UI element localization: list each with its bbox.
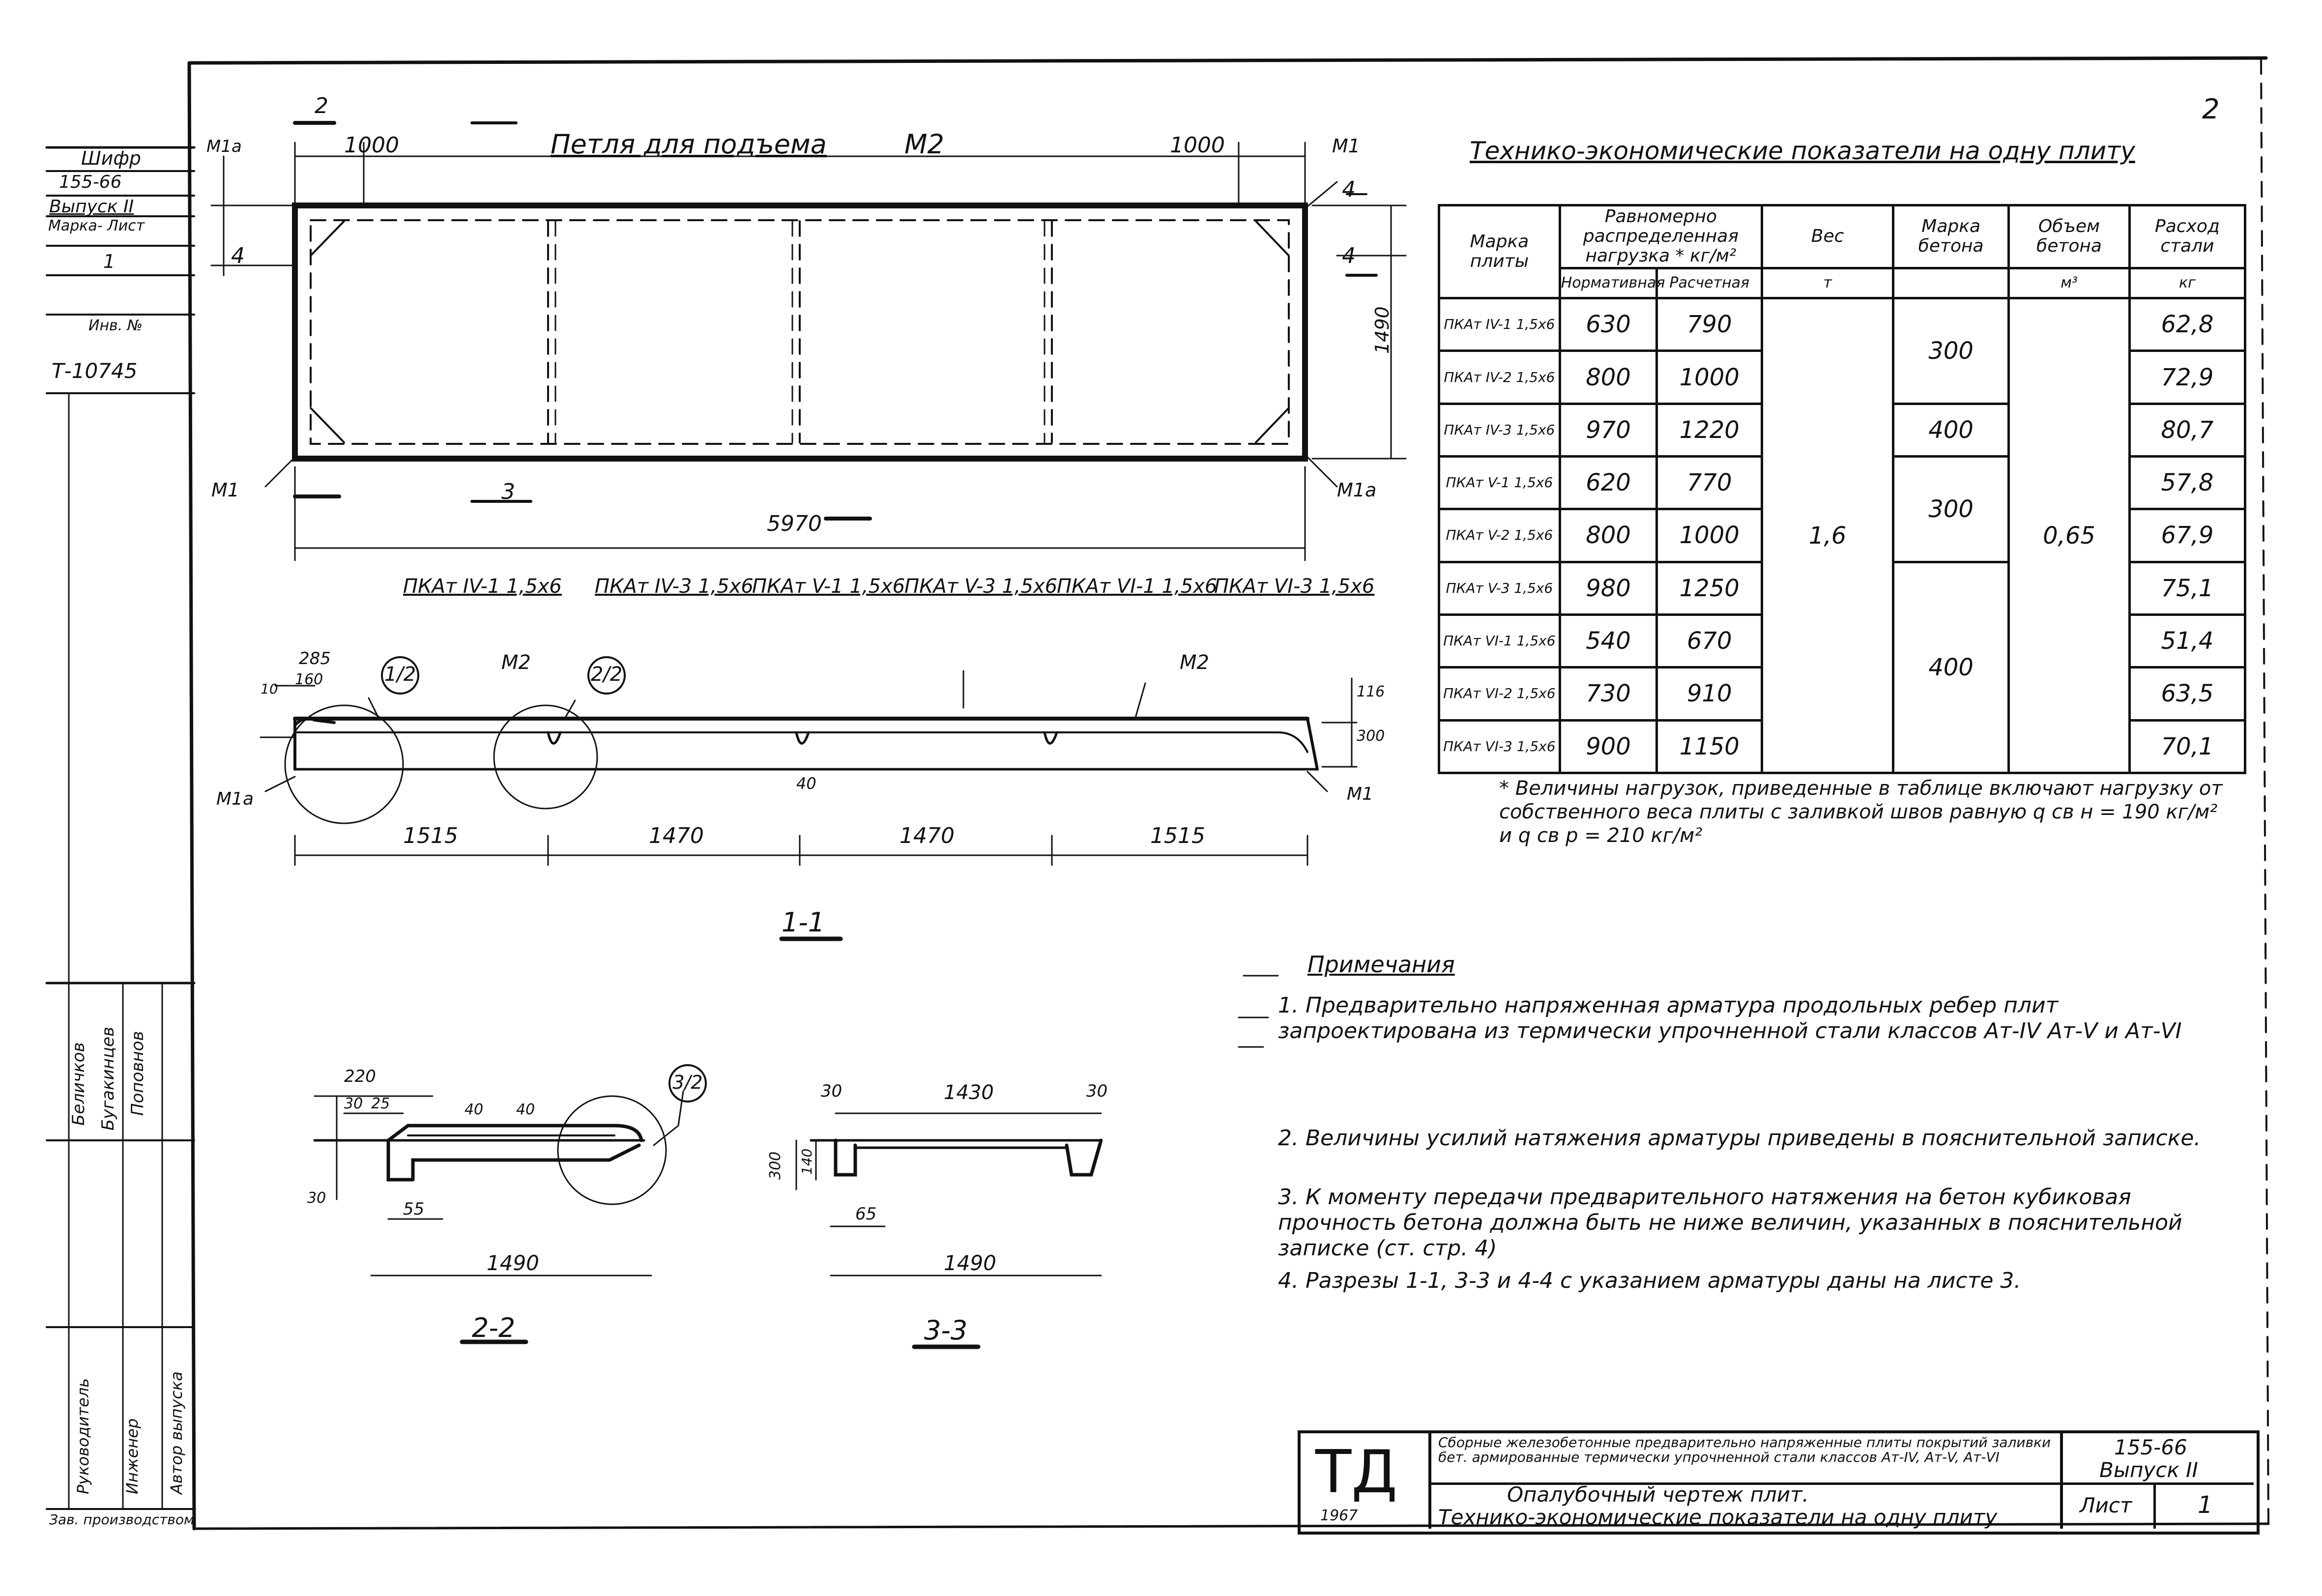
row-steel: 72,9 bbox=[2129, 351, 2245, 404]
elev-dim-300: 300 bbox=[1357, 727, 1385, 745]
table-footnote: * Величины нагрузок, приведенные в таблице включают нагрузку от собственного веса плиты с заливкой швов равную q св н = 190 кг/м² и q св р = 210 кг/м² bbox=[1499, 777, 2223, 847]
table-title: Технико-экономические показатели на одну плиту bbox=[1470, 137, 2135, 165]
strip-name-4: Руководитель bbox=[74, 1378, 92, 1494]
s22-dim-1490: 1490 bbox=[487, 1251, 539, 1275]
elev-dim-285: 285 bbox=[299, 649, 331, 668]
plan-m1a-left: М1а bbox=[206, 137, 242, 156]
row-steel: 67,9 bbox=[2129, 509, 2245, 562]
th-load-norm: Нормативная bbox=[1560, 268, 1657, 298]
row-calc: 790 bbox=[1657, 298, 1762, 351]
row-steel: 63,5 bbox=[2129, 667, 2245, 720]
elev-dim-40: 40 bbox=[796, 774, 816, 793]
strip-name-2: Бугакинцев bbox=[98, 1026, 118, 1131]
elev-dim-10: 10 bbox=[261, 681, 278, 697]
s22-dim-30: 30 bbox=[344, 1095, 363, 1112]
row-calc: 1220 bbox=[1657, 404, 1762, 456]
row-calc: 770 bbox=[1657, 457, 1762, 509]
row-steel: 62,8 bbox=[2129, 298, 2245, 351]
elev-callout-1: 1/2 bbox=[381, 656, 419, 695]
section-marker-3: 3 bbox=[501, 479, 515, 504]
technical-table bbox=[1438, 204, 2246, 774]
s33-dim-140: 140 bbox=[799, 1148, 815, 1175]
elev-m2-left: М2 bbox=[501, 651, 531, 674]
s33-dim-300: 300 bbox=[767, 1151, 784, 1180]
inventory-number: Т-10745 bbox=[52, 359, 138, 383]
lifting-loop-mark: М2 bbox=[904, 129, 944, 160]
row-norm: 970 bbox=[1560, 404, 1657, 456]
row-mark: ПКАт VI-3 1,5х6 bbox=[1439, 720, 1560, 773]
s33-dim-30a: 30 bbox=[821, 1081, 842, 1101]
stamp-year: 1967 bbox=[1320, 1507, 1358, 1524]
s22-dim-55: 55 bbox=[403, 1199, 425, 1219]
title-block bbox=[1298, 1430, 2260, 1535]
row-calc: 1000 bbox=[1657, 509, 1762, 562]
plan-overall-length: 5970 bbox=[767, 511, 822, 536]
row-calc: 670 bbox=[1657, 614, 1762, 667]
elev-m1a: М1а bbox=[216, 789, 254, 809]
plate-mark-5: ПКАт VI-1 1,5х6 bbox=[1057, 575, 1218, 598]
plan-m1-bottom-left: М1 bbox=[211, 479, 239, 501]
plate-mark-2: ПКАт IV-3 1,5х6 bbox=[595, 575, 754, 598]
plan-n4-left: 4 bbox=[231, 243, 245, 268]
plan-m1a-right: М1а bbox=[1337, 479, 1377, 501]
stamp-sheet-label: Лист bbox=[2080, 1493, 2132, 1517]
plate-mark-6: ПКАт VI-3 1,5х6 bbox=[1214, 575, 1375, 598]
stamp-sheet: 1 bbox=[2198, 1491, 2213, 1519]
row-norm: 630 bbox=[1560, 298, 1657, 351]
stamp-title-cell bbox=[1428, 1433, 2063, 1485]
stamp-code-cell bbox=[2060, 1433, 2254, 1485]
left-sheet-index: 1 bbox=[103, 251, 116, 272]
section-2-2-label: 2-2 bbox=[472, 1312, 516, 1343]
row-mark: ПКАт IV-1 1,5х6 bbox=[1439, 298, 1560, 351]
row-calc: 910 bbox=[1657, 667, 1762, 720]
section-marker-2: 2 bbox=[315, 93, 328, 118]
row-norm: 980 bbox=[1560, 562, 1657, 614]
row-norm: 540 bbox=[1560, 614, 1657, 667]
plan-n4-top: 4 bbox=[1342, 177, 1356, 202]
inventory-label: Инв. № bbox=[88, 317, 143, 334]
s33-dim-1490: 1490 bbox=[944, 1251, 996, 1275]
strip-name-3: Поповнов bbox=[128, 1031, 147, 1116]
strip-name-6: Автор выпуска bbox=[167, 1371, 186, 1494]
plan-dim-left: 1000 bbox=[344, 133, 399, 158]
plate-mark-4: ПКАт V-3 1,5х6 bbox=[904, 575, 1058, 598]
lifting-loop-label: Петля для подъема bbox=[551, 129, 827, 160]
stamp-drawing-cell bbox=[1428, 1482, 2063, 1529]
s33-dim-30b: 30 bbox=[1086, 1081, 1108, 1101]
cell-volume: 0,65 bbox=[2009, 298, 2130, 773]
plan-dim-right: 1000 bbox=[1170, 133, 1225, 158]
elev-callout-2: 2/2 bbox=[587, 656, 626, 695]
row-steel: 75,1 bbox=[2129, 562, 2245, 614]
brand-sheet-label: Марка- Лист bbox=[48, 217, 145, 234]
row-norm: 730 bbox=[1560, 667, 1657, 720]
th-volume: Объем бетона bbox=[2009, 205, 2130, 268]
th-mark: Марка плиты bbox=[1439, 205, 1560, 298]
row-mark: ПКАт VI-1 1,5х6 bbox=[1439, 614, 1560, 667]
elev-m2-right: М2 bbox=[1180, 651, 1209, 674]
th-grade: Марка бетона bbox=[1893, 205, 2009, 268]
row-mark: ПКАт IV-2 1,5х6 bbox=[1439, 351, 1560, 404]
strip-bottom-label: Зав. производством bbox=[49, 1511, 195, 1528]
cell-grade-300b: 300 bbox=[1893, 457, 2009, 562]
elev-dim-160: 160 bbox=[295, 671, 323, 688]
row-calc: 1250 bbox=[1657, 562, 1762, 614]
plan-m1-top: М1 bbox=[1332, 135, 1360, 157]
s22-callout: 3/2 bbox=[668, 1064, 707, 1103]
note-4: 4. Разрезы 1-1, 3-3 и 4-4 с указанием арматуры даны на листе 3. bbox=[1278, 1268, 2021, 1293]
s22-dim-25: 25 bbox=[371, 1095, 390, 1112]
row-steel: 51,4 bbox=[2129, 614, 2245, 667]
strip-name-1: Беличков bbox=[69, 1042, 88, 1126]
th-grade-blank bbox=[1893, 268, 2009, 298]
sheet-number-corner: 2 bbox=[2202, 93, 2220, 125]
stamp-logo-cell bbox=[1301, 1433, 1431, 1529]
plate-mark-1: ПКАт IV-1 1,5х6 bbox=[403, 575, 562, 598]
section-1-1-label: 1-1 bbox=[782, 907, 825, 938]
row-norm: 800 bbox=[1560, 509, 1657, 562]
row-steel: 70,1 bbox=[2129, 720, 2245, 773]
s22-dim-40b: 40 bbox=[516, 1101, 535, 1118]
th-steel-unit: кг bbox=[2129, 268, 2245, 298]
cell-grade-300a: 300 bbox=[1893, 298, 2009, 404]
row-calc: 1150 bbox=[1657, 720, 1762, 773]
row-mark: ПКАт VI-2 1,5х6 bbox=[1439, 667, 1560, 720]
note-1: 1. Предварительно напряженная арматура продольных ребер плит запроектирована из термически упрочненной стали классов Ат-IV Ат-V и Ат-VI bbox=[1278, 993, 2182, 1044]
plan-n4-right: 4 bbox=[1342, 243, 1356, 268]
th-load: Равномерно распределенная нагрузка * кг/м² bbox=[1560, 205, 1762, 268]
cell-weight: 1,6 bbox=[1762, 298, 1893, 773]
cell-grade-400a: 400 bbox=[1893, 404, 2009, 456]
elev-m1: М1 bbox=[1347, 784, 1373, 804]
th-load-calc: Расчетная bbox=[1657, 268, 1762, 298]
row-mark: ПКАт V-3 1,5х6 bbox=[1439, 562, 1560, 614]
row-mark: ПКАт V-2 1,5х6 bbox=[1439, 509, 1560, 562]
th-weight-unit: т bbox=[1762, 268, 1893, 298]
row-norm: 620 bbox=[1560, 457, 1657, 509]
row-mark: ПКАт IV-3 1,5х6 bbox=[1439, 404, 1560, 456]
strip-name-5: Инженер bbox=[123, 1418, 142, 1494]
s22-dim-30b: 30 bbox=[307, 1190, 326, 1207]
series-label: Шифр bbox=[81, 147, 141, 169]
cell-grade-400b: 400 bbox=[1893, 562, 2009, 773]
note-2: 2. Величины усилий натяжения арматуры приведены в пояснительной записке. bbox=[1278, 1126, 2201, 1151]
stamp-issue: Выпуск II bbox=[2099, 1458, 2198, 1482]
row-mark: ПКАт V-1 1,5х6 bbox=[1439, 457, 1560, 509]
notes-heading: Примечания bbox=[1307, 951, 1455, 978]
s33-dim-65: 65 bbox=[855, 1204, 877, 1224]
th-steel: Расход стали bbox=[2129, 205, 2245, 268]
plan-overall-height: 1490 bbox=[1371, 306, 1393, 354]
issue-label: Выпуск II bbox=[49, 197, 134, 217]
elev-dim-116: 116 bbox=[1357, 683, 1385, 700]
row-calc: 1000 bbox=[1657, 351, 1762, 404]
series-code: 155-66 bbox=[59, 172, 122, 192]
row-norm: 800 bbox=[1560, 351, 1657, 404]
row-norm: 900 bbox=[1560, 720, 1657, 773]
s22-dim-220: 220 bbox=[344, 1067, 376, 1086]
th-volume-unit: м³ bbox=[2009, 268, 2130, 298]
s22-dim-40a: 40 bbox=[464, 1101, 484, 1118]
row-steel: 80,7 bbox=[2129, 404, 2245, 456]
stamp-sheet-cell bbox=[2060, 1482, 2254, 1529]
section-3-3-label: 3-3 bbox=[924, 1315, 968, 1346]
elev-span-2: 1470 bbox=[649, 823, 704, 848]
stamp-logo: ТД bbox=[1315, 1438, 1398, 1507]
stamp-drawing: Опалубочный чертеж плит. bbox=[1507, 1482, 1809, 1507]
note-3: 3. К моменту передачи предварительного натяжения на бетон кубиковая прочность бетона должна быть не ниже величин, указанных в пояснительной записке (ст. стр. 4) bbox=[1278, 1185, 2182, 1261]
elev-span-4: 1515 bbox=[1150, 823, 1205, 848]
stamp-code: 155-66 bbox=[2114, 1435, 2187, 1459]
s33-dim-1430: 1430 bbox=[944, 1081, 994, 1104]
th-weight: Вес bbox=[1762, 205, 1893, 268]
elev-span-1: 1515 bbox=[403, 823, 458, 848]
row-steel: 57,8 bbox=[2129, 457, 2245, 509]
plate-mark-3: ПКАт V-1 1,5х6 bbox=[752, 575, 905, 598]
elev-span-3: 1470 bbox=[900, 823, 955, 848]
stamp-title-top: Сборные железобетонные предварительно напряженные плиты покрытий заливки бет. армированные термически упрочненной стали классов Ат-IV, Ат-V, Ат-VI bbox=[1438, 1434, 2051, 1465]
stamp-drawing2: Технико-экономические показатели на одну плиту bbox=[1438, 1505, 1998, 1529]
